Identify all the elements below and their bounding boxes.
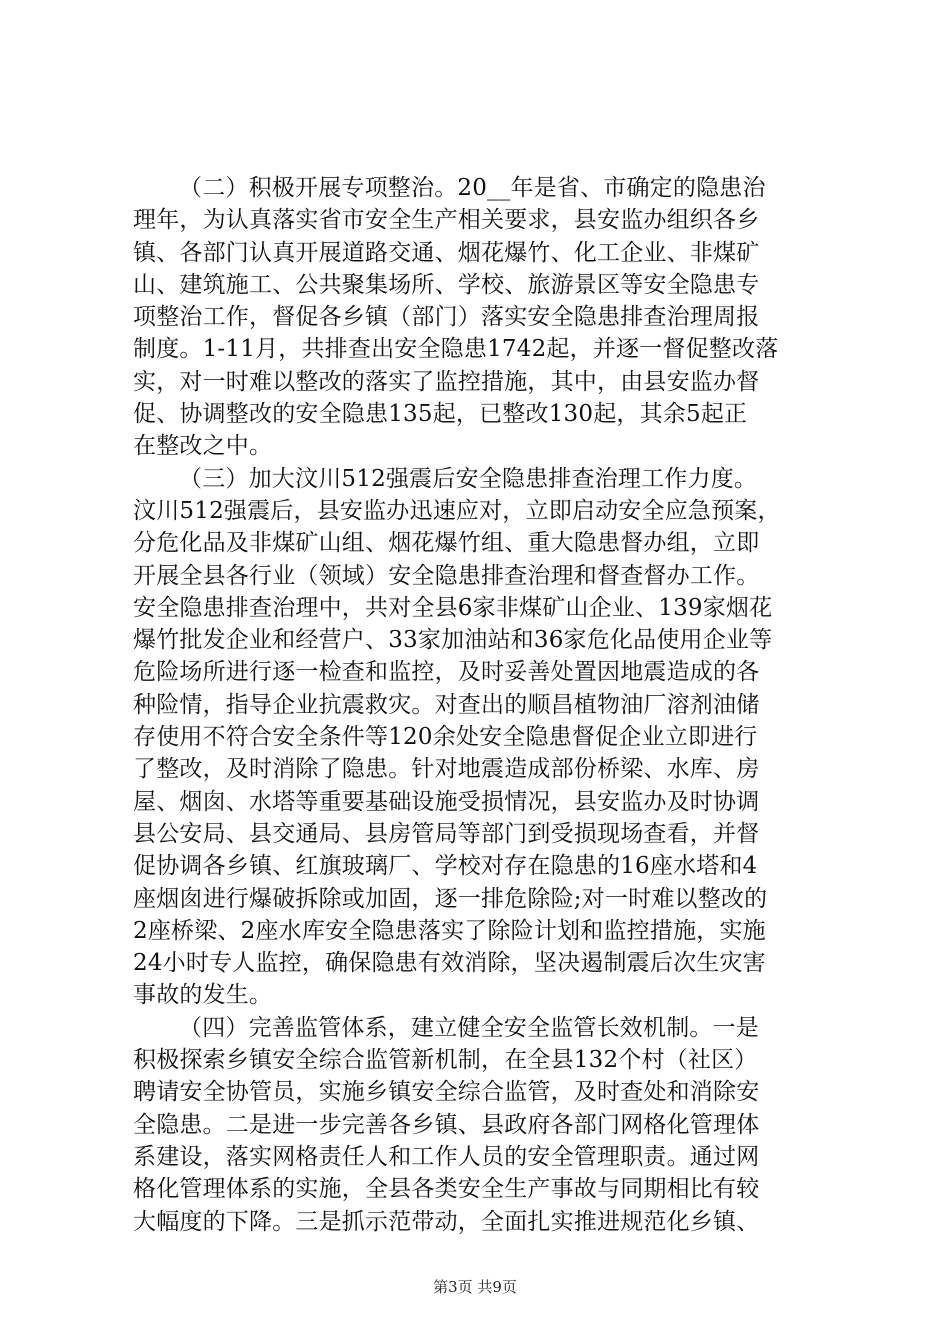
text-line: 镇、各部门认真开展道路交通、烟花爆竹、化工企业、非煤矿: [133, 239, 760, 266]
text-line: 种险情，指导企业抗震救灾。对查出的顺昌植物油厂溶剂油储: [133, 691, 760, 718]
text-line: 系建设，落实网格责任人和工作人员的安全管理职责。通过网: [133, 1143, 760, 1170]
text-line: 事故的发生。: [133, 982, 273, 1009]
text-line: 实，对一时难以整改的落实了监控措施，其中，由县安监办督: [133, 368, 760, 395]
text-line: 制度。1-11月，共排查出安全隐患1742起，并逐一督促整改落: [133, 336, 779, 363]
text-line: 危险场所进行逐一检查和监控，及时妥善处置因地震造成的各: [133, 659, 760, 686]
text-line: 聘请安全协管员，实施乡镇安全综合监管，及时查处和消除安: [133, 1079, 760, 1106]
paragraph: [133, 463, 833, 1012]
paragraph: [133, 1012, 833, 1238]
text-line: 分危化品及非煤矿山组、烟花爆竹组、重大隐患督办组，立即: [133, 530, 760, 557]
text-line: 安全隐患排查治理中，共对全县6家非煤矿山企业、139家烟花: [133, 594, 773, 621]
text-line: （二）积极开展专项整治。20__年是省、市确定的隐患治: [179, 175, 766, 201]
text-line: 促协调各乡镇、红旗玻璃厂、学校对存在隐患的16座水塔和4: [133, 853, 758, 880]
text-line: 了整改，及时消除了隐患。针对地震造成部份桥梁、水库、房: [133, 756, 760, 783]
text-line: 格化管理体系的实施，全县各类安全生产事故与同期相比有较: [133, 1176, 760, 1203]
page-footer: 第3页 共9页: [433, 1278, 517, 1296]
text-line: 汶川512强震后，县安监办迅速应对，立即启动安全应急预案，: [133, 497, 781, 524]
text-line: 2座桥梁、2座水库安全隐患落实了除险计划和监控措施，实施: [133, 917, 766, 944]
text-line: 促、协调整改的安全隐患135起，已整改130起，其余5起正: [133, 401, 748, 428]
body-text: [133, 172, 833, 1238]
paragraph: [133, 172, 833, 463]
text-line: 项整治工作，督促各乡镇（部门）落实安全隐患排查治理周报: [133, 304, 760, 331]
text-line: 在整改之中。: [133, 433, 273, 460]
text-line: 座烟囱进行爆破拆除或加固，逐一排危除险;对一时难以整改的: [133, 885, 768, 912]
text-line: （四）完善监管体系，建立健全安全监管长效机制。一是: [179, 1014, 759, 1041]
text-line: （三）加大汶川512强震后安全隐患排查治理工作力度。: [179, 465, 758, 492]
text-line: 大幅度的下降。三是抓示范带动，全面扎实推进规范化乡镇、: [133, 1208, 760, 1235]
text-line: 积极探索乡镇安全综合监管新机制，在全县132个村（社区）: [133, 1047, 758, 1074]
text-line: 开展全县各行业（领域）安全隐患排查治理和督查督办工作。: [133, 562, 760, 589]
text-line: 山、建筑施工、公共聚集场所、学校、旅游景区等安全隐患专: [133, 271, 760, 298]
text-line: 理年，为认真落实省市安全生产相关要求，县安监办组织各乡: [133, 207, 760, 234]
text-line: 全隐患。二是进一步完善各乡镇、县政府各部门网格化管理体: [133, 1111, 760, 1138]
text-line: 县公安局、县交通局、县房管局等部门到受损现场查看，并督: [133, 820, 760, 847]
text-line: 屋、烟囱、水塔等重要基础设施受损情况，县安监办及时协调: [133, 788, 760, 815]
text-line: 存使用不符合安全条件等120余处安全隐患督促企业立即进行: [133, 724, 758, 751]
text-line: 24小时专人监控，确保隐患有效消除，坚决遏制震后次生灾害: [133, 950, 766, 977]
text-line: 爆竹批发企业和经营户、33家加油站和36家危化品使用企业等: [133, 627, 773, 654]
